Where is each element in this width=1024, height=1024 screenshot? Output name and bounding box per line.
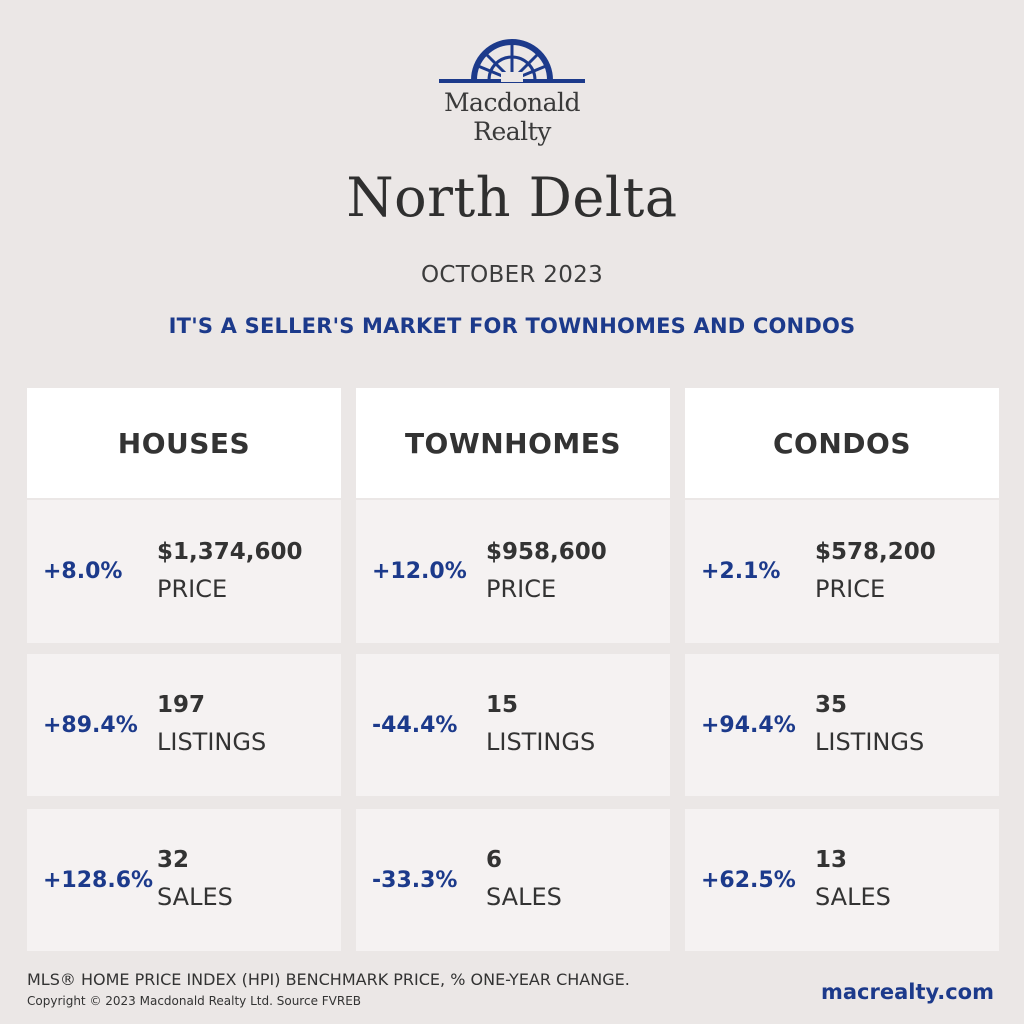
sunrise-arch-logo-icon	[439, 36, 585, 84]
report-period: OCTOBER 2023	[420, 262, 604, 288]
price-value: $578,200	[815, 538, 936, 565]
listings-label: LISTINGS	[815, 728, 925, 756]
townhomes-column	[356, 388, 670, 911]
sales-value: 32	[157, 847, 190, 873]
price-value: $1,374,600	[157, 538, 303, 565]
price-change: +12.0%	[372, 559, 467, 584]
sales-change: +128.6%	[43, 867, 154, 893]
column-heading: CONDOS	[685, 388, 999, 498]
price-value: $958,600	[486, 538, 607, 565]
price-label: PRICE	[486, 574, 557, 603]
listings-value: 35	[815, 692, 848, 718]
sales-label: SALES	[815, 883, 891, 911]
sales-change: +62.5%	[701, 867, 796, 893]
brand-logo	[0, 36, 1024, 146]
brand-name-line1: Macdonald	[443, 88, 581, 117]
page-title: North Delta	[346, 166, 678, 229]
sales-label: SALES	[157, 883, 233, 911]
column-heading: TOWNHOMES	[356, 388, 670, 498]
brand-name-line2: Realty	[473, 117, 551, 146]
price-label: PRICE	[815, 574, 886, 603]
sales-card	[27, 809, 341, 951]
listings-change: +89.4%	[43, 712, 138, 738]
sales-label: SALES	[486, 883, 562, 911]
listings-change: +94.4%	[701, 712, 796, 738]
listings-label: LISTINGS	[157, 728, 267, 756]
listings-label: LISTINGS	[486, 728, 596, 756]
hpi-footnote: MLS® HOME PRICE INDEX (HPI) BENCHMARK PRICE, % ONE-YEAR CHANGE.	[27, 970, 630, 989]
price-card	[356, 500, 670, 643]
price-change: +2.1%	[701, 559, 781, 584]
listings-value: 15	[486, 692, 519, 718]
price-label: PRICE	[157, 574, 228, 603]
condos-column	[685, 388, 999, 911]
price-card	[27, 500, 341, 643]
price-card	[685, 500, 999, 643]
sales-card	[356, 809, 670, 951]
website-link[interactable]: macrealty.com	[820, 980, 994, 1004]
listings-change: -44.4%	[372, 712, 458, 738]
copyright-text: Copyright © 2023 Macdonald Realty Ltd. Source FVREB	[27, 994, 362, 1008]
listings-card	[27, 654, 341, 796]
listings-card	[685, 654, 999, 796]
price-change: +8.0%	[43, 559, 123, 584]
sales-value: 6	[486, 847, 503, 873]
houses-column	[27, 388, 341, 911]
sales-card	[685, 809, 999, 951]
column-heading: HOUSES	[27, 388, 341, 498]
listings-value: 197	[157, 692, 206, 718]
listings-card	[356, 654, 670, 796]
sales-value: 13	[815, 847, 848, 873]
sales-change: -33.3%	[372, 867, 458, 893]
market-headline: IT'S A SELLER'S MARKET FOR TOWNHOMES AND CONDOS	[168, 314, 856, 338]
